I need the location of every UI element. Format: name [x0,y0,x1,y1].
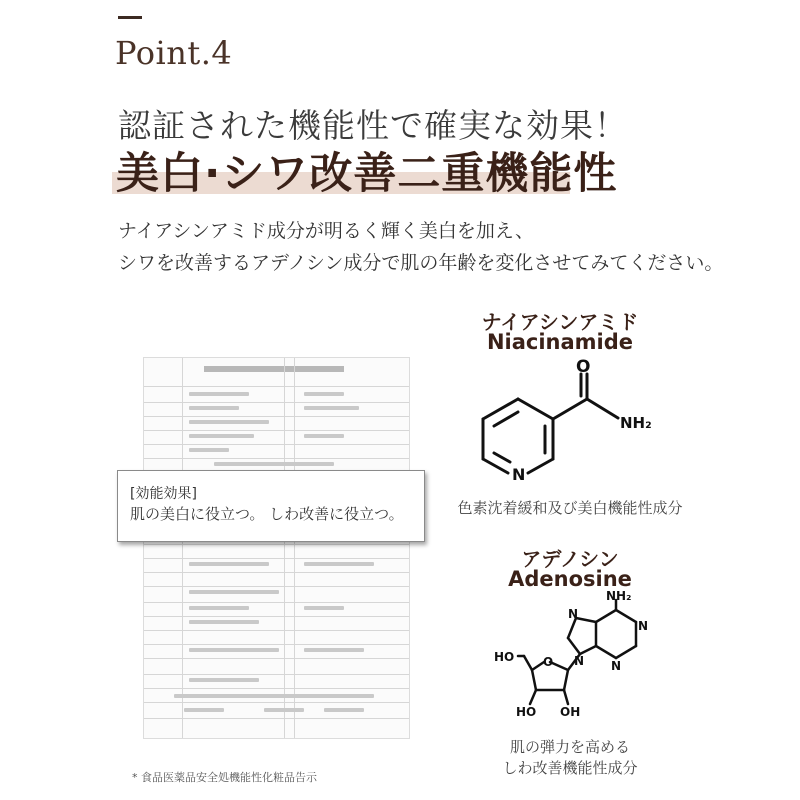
footnote: * 食品医薬品安全処機能性化粧品告示 [132,771,317,784]
document-rule [144,458,409,459]
document-text-placeholder [189,406,239,410]
headline-subtitle: 認証された機能性で確実な効果！ [118,106,628,145]
document-text-placeholder [174,694,374,698]
document-column-rule [294,358,295,738]
adenosine-amine-label: NH₂ [606,590,632,603]
niacinamide-name-ja: ナイアシンアミド [481,310,639,334]
adenosine-caption-line-2: しわ改善機能性成分 [502,759,638,777]
certificate-document [143,357,410,739]
headline-title: 美白·シワ改善二重機能性 [116,149,618,199]
purine-n1-label: N [638,619,649,633]
document-rule [144,544,409,545]
document-text-placeholder [189,448,229,452]
niacinamide-caption: 色素沈着緩和及び美白機能性成分 [457,499,683,517]
document-rule [144,630,409,631]
document-text-placeholder [189,678,259,682]
point-label: Point.4 [115,34,233,72]
document-rule [144,644,409,645]
document-rule [144,386,409,387]
niacinamide-name-en: Niacinamide [486,330,634,354]
oxygen-label: O [576,357,591,377]
nitrogen-label: N [512,465,526,484]
document-rule [144,616,409,617]
body-text-line-1: ナイアシンアミド成分が明るく輝く美白を加え、 [118,220,535,242]
document-rule [144,586,409,587]
document-text-placeholder [189,590,279,594]
document-rule [144,688,409,689]
document-text-placeholder [304,562,374,566]
document-text-placeholder [304,392,344,396]
purine-n3-label: N [568,607,579,621]
ribose-oxygen-label: O [543,655,554,669]
document-text-placeholder [189,420,269,424]
ho-label-2: HO [516,705,537,719]
document-rule [144,702,409,703]
document-rule [144,602,409,603]
document-rule [144,444,409,445]
niacinamide-structure [470,356,690,486]
document-text-placeholder [189,562,269,566]
document-title-placeholder [204,366,344,372]
document-text-placeholder [304,648,364,652]
adenosine-caption-line-1: 肌の弾力を高める [509,738,630,756]
callout-title: [効能効果] [130,486,197,502]
document-rule [144,402,409,403]
document-rule [144,674,409,675]
document-column-rule [182,358,183,738]
callout-text: 肌の美白に役立つ。 しわ改善に役立つ。 [130,505,404,523]
document-text-placeholder [189,392,249,396]
body-text-line-2: シワを改善するアデノシン成分で肌の年齢を変化させてみてください。 [118,252,724,274]
adenosine-name-ja: アデノシン [521,547,619,571]
accent-dash [118,16,142,19]
document-text-placeholder [189,606,249,610]
adenosine-structure [488,590,668,730]
document-rule [144,430,409,431]
document-text-placeholder [189,434,254,438]
document-text-placeholder [304,434,344,438]
ho-label-1: HO [494,650,515,664]
document-text-placeholder [324,708,364,712]
oh-label: OH [560,705,581,719]
document-rule [144,718,409,719]
purine-n4-label: N [574,654,585,668]
document-rule [144,558,409,559]
document-rule [144,658,409,659]
purine-n2-label: N [611,659,622,673]
adenosine-name-en: Adenosine [508,567,632,591]
document-column-rule [284,358,285,738]
document-text-placeholder [189,648,279,652]
document-text-placeholder [264,708,304,712]
document-text-placeholder [189,620,259,624]
document-text-placeholder [214,462,334,466]
document-rule [144,416,409,417]
document-rule [144,572,409,573]
efficacy-callout [117,470,425,542]
amine-label: NH₂ [620,414,652,432]
document-text-placeholder [304,606,344,610]
document-text-placeholder [304,406,359,410]
document-text-placeholder [184,708,224,712]
